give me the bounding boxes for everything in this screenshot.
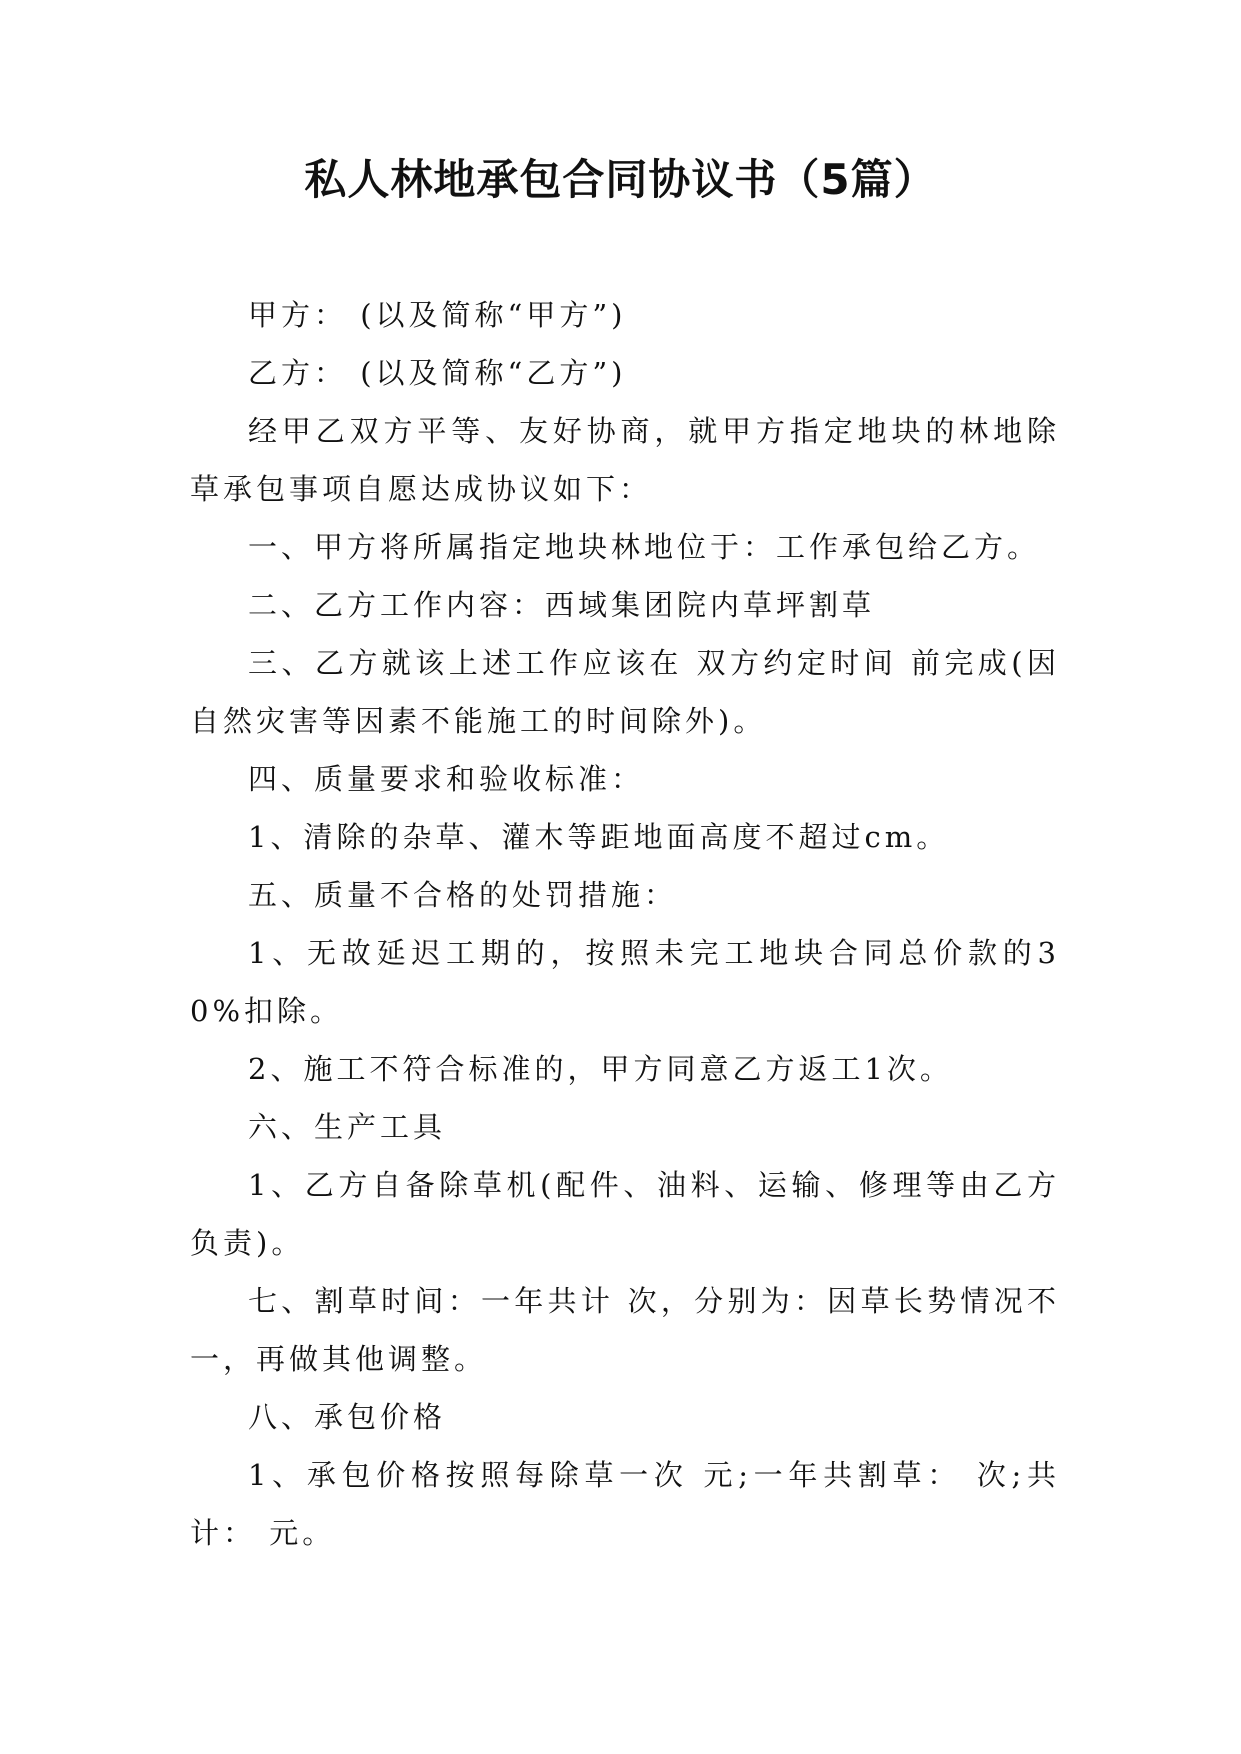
document-title: 私人林地承包合同协议书（5篇） [304, 155, 937, 204]
paragraph-clause-7: 七、割草时间：一年共计 次，分别为：因草长势情况不一，再做其他调整。 [190, 1284, 1060, 1376]
paragraph-clause-6-item-1: 1、乙方自备除草机(配件、油料、运输、修理等由乙方负责)。 [190, 1168, 1060, 1260]
paragraph-party-b: 乙方： (以及简称“乙方”) [248, 356, 627, 390]
paragraph-clause-6: 六、生产工具 [248, 1110, 447, 1144]
paragraph-clause-5-item-1: 1、无故延迟工期的，按照未完工地块合同总价款的30%扣除。 [190, 936, 1060, 1028]
paragraph-clause-5-item-2: 2、施工不符合标准的，甲方同意乙方返工1次。 [248, 1052, 953, 1086]
paragraph-clause-5: 五、质量不合格的处罚措施： [248, 878, 678, 912]
paragraph-party-a: 甲方： (以及简称“甲方”) [248, 298, 627, 332]
document-body [190, 286, 1060, 1562]
paragraph-clause-4: 四、质量要求和验收标准： [248, 762, 645, 796]
paragraph-clause-2: 二、乙方工作内容：西域集团院内草坪割草 [248, 588, 876, 622]
paragraph-clause-3: 三、乙方就该上述工作应该在 双方约定时间 前完成(因自然灾害等因素不能施工的时间除外)。 [190, 646, 1060, 738]
paragraph-clause-8-item-1: 1、承包价格按照每除草一次 元;一年共割草： 次;共计： 元。 [190, 1458, 1060, 1550]
paragraph-clause-1: 一、甲方将所属指定地块林地位于：工作承包给乙方。 [248, 530, 1041, 564]
paragraph-clause-4-item-1: 1、清除的杂草、灌木等距地面高度不超过cm。 [248, 820, 950, 854]
paragraph-preamble: 经甲乙双方平等、友好协商，就甲方指定地块的林地除草承包事项自愿达成协议如下： [190, 414, 1060, 506]
paragraph-clause-8: 八、承包价格 [248, 1400, 447, 1434]
